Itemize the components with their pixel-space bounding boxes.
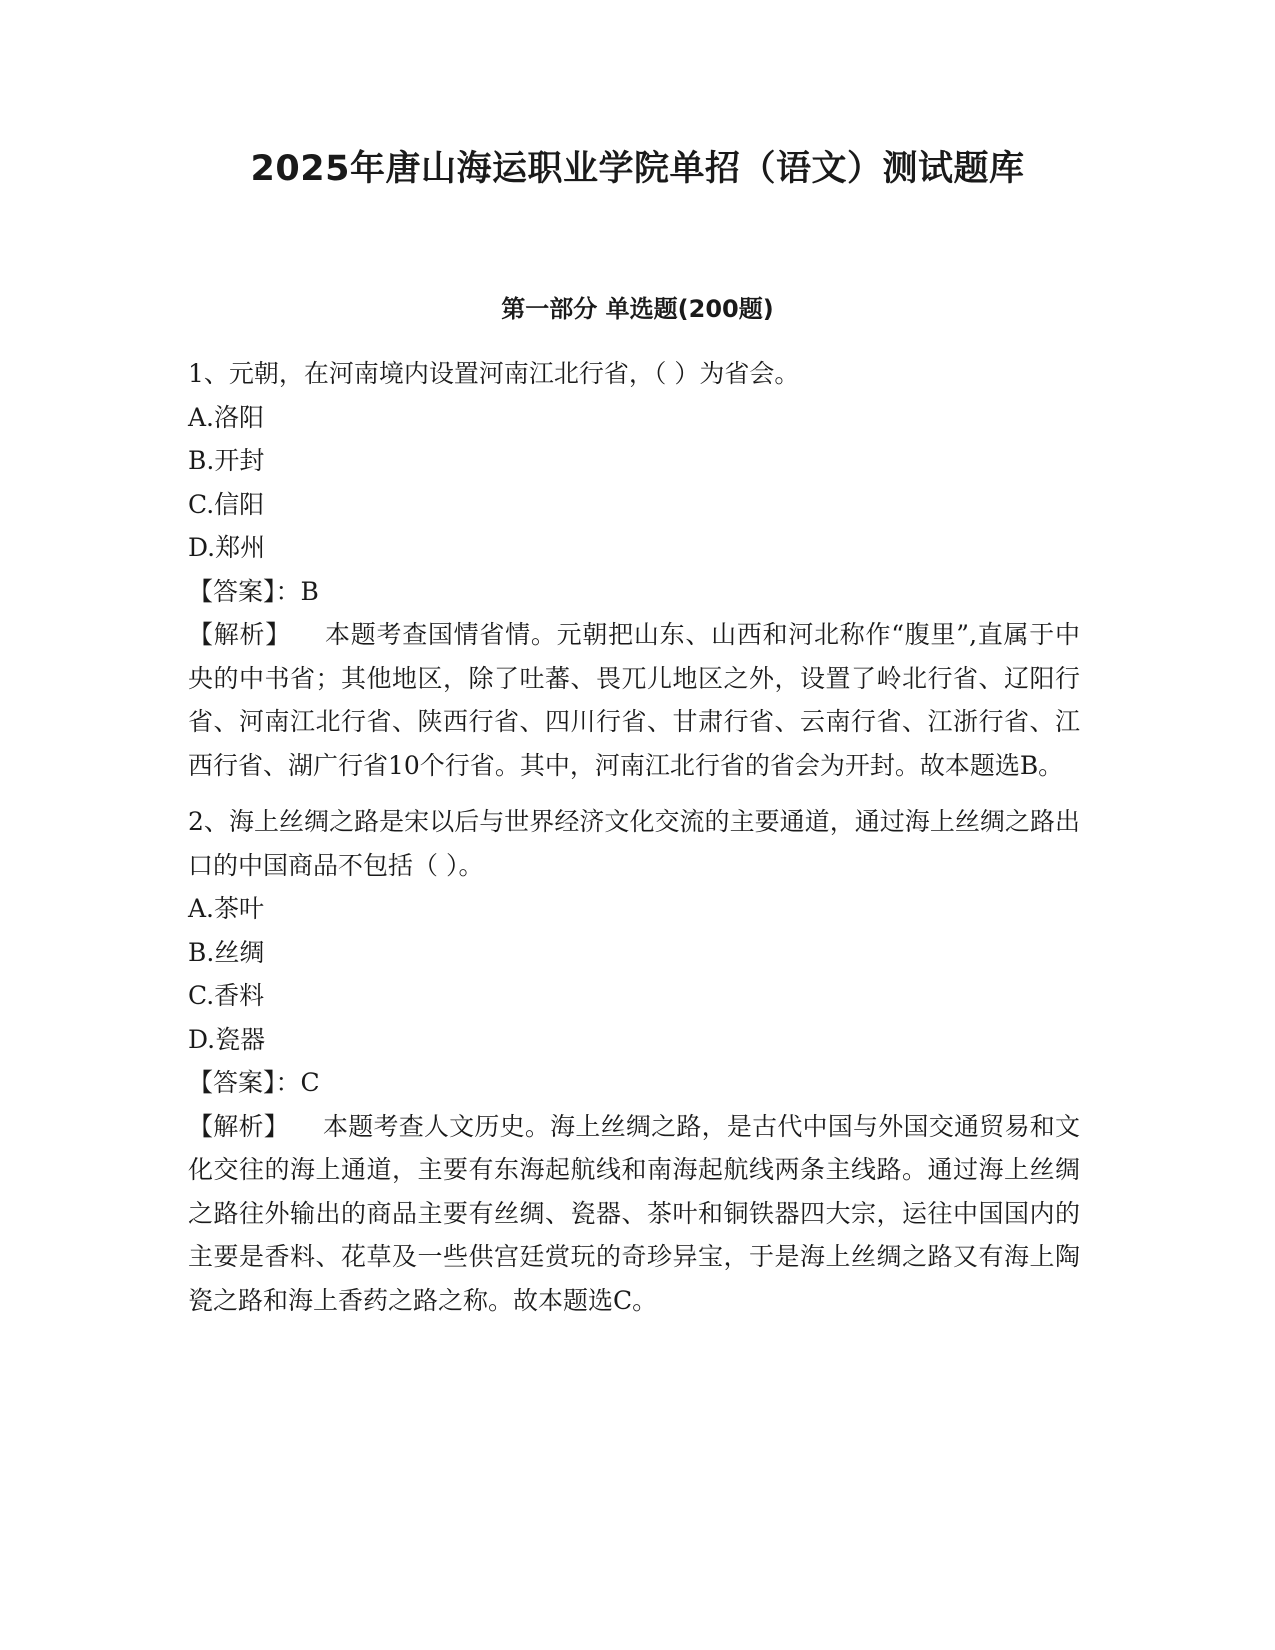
option-a: A.茶叶 [188, 894, 265, 923]
option-d: D.郑州 [188, 533, 266, 562]
option-b: B.开封 [188, 446, 265, 475]
question-item [188, 800, 1080, 1322]
explanation-label: 【解析】 [188, 1111, 289, 1141]
explanation-text: 本题考查人文历史。海上丝绸之路，是古代中国与外国交通贸易和文化交往的海上通道，主要有东海起航线和南海起航线两条主线路。通过海上丝绸之路往外输出的商品主要有丝绸、瓷器、茶叶和铜铁器四大宗，运往中国国内的主要是香料、花草及一些供宫廷赏玩的奇珍异宝，于是海上丝绸之路又有海上陶瓷之路和海上香药之路之称。故本题选C。 [188, 1111, 1080, 1315]
answer-value: C [300, 1068, 320, 1097]
answer-value: B [300, 576, 319, 606]
answer-label: 【答案】 [188, 1068, 276, 1097]
option-b: B.丝绸 [188, 937, 265, 967]
question-list [188, 352, 1080, 1322]
option-a: A.洛阳 [188, 402, 265, 432]
option-c: C.香料 [188, 981, 265, 1010]
section-title: 第一部分 单选题(200题) [501, 295, 774, 323]
question-stem: 2、海上丝绸之路是宋以后与世界经济文化交流的主要通道，通过海上丝绸之路出口的中国商品不包括（ ）。 [188, 807, 1080, 880]
document-title: 2025年唐山海运职业学院单招（语文）测试题库 [250, 149, 1025, 189]
answer-line [188, 1061, 1080, 1105]
question-stem: 1、元朝，在河南境内设置河南江北行省，（ ）为省会。 [188, 359, 800, 388]
answer-separator: ： [275, 576, 301, 606]
explanation-text: 本题考查国情省情。元朝把山东、山西和河北称作“腹里”,直属于中央的中书省；其他地区，除了吐蕃、畏兀儿地区之外，设置了岭北行省、辽阳行省、河南江北行省、陕西行省、四川行省、甘肃行省、云南行省、江浙行省、江西行省、湖广行省10个行省。其中，河南江北行省的省会为开封。故本题选B。 [188, 620, 1080, 780]
question-item [188, 352, 1080, 787]
explanation [188, 613, 1080, 787]
answer-separator: ： [275, 1068, 301, 1097]
explanation [188, 1105, 1080, 1323]
answer-label: 【答案】 [188, 576, 276, 606]
option-d: D.瓷器 [188, 1024, 266, 1054]
option-c: C.信阳 [188, 489, 265, 519]
answer-line [188, 570, 1080, 614]
explanation-label: 【解析】 [188, 620, 291, 649]
